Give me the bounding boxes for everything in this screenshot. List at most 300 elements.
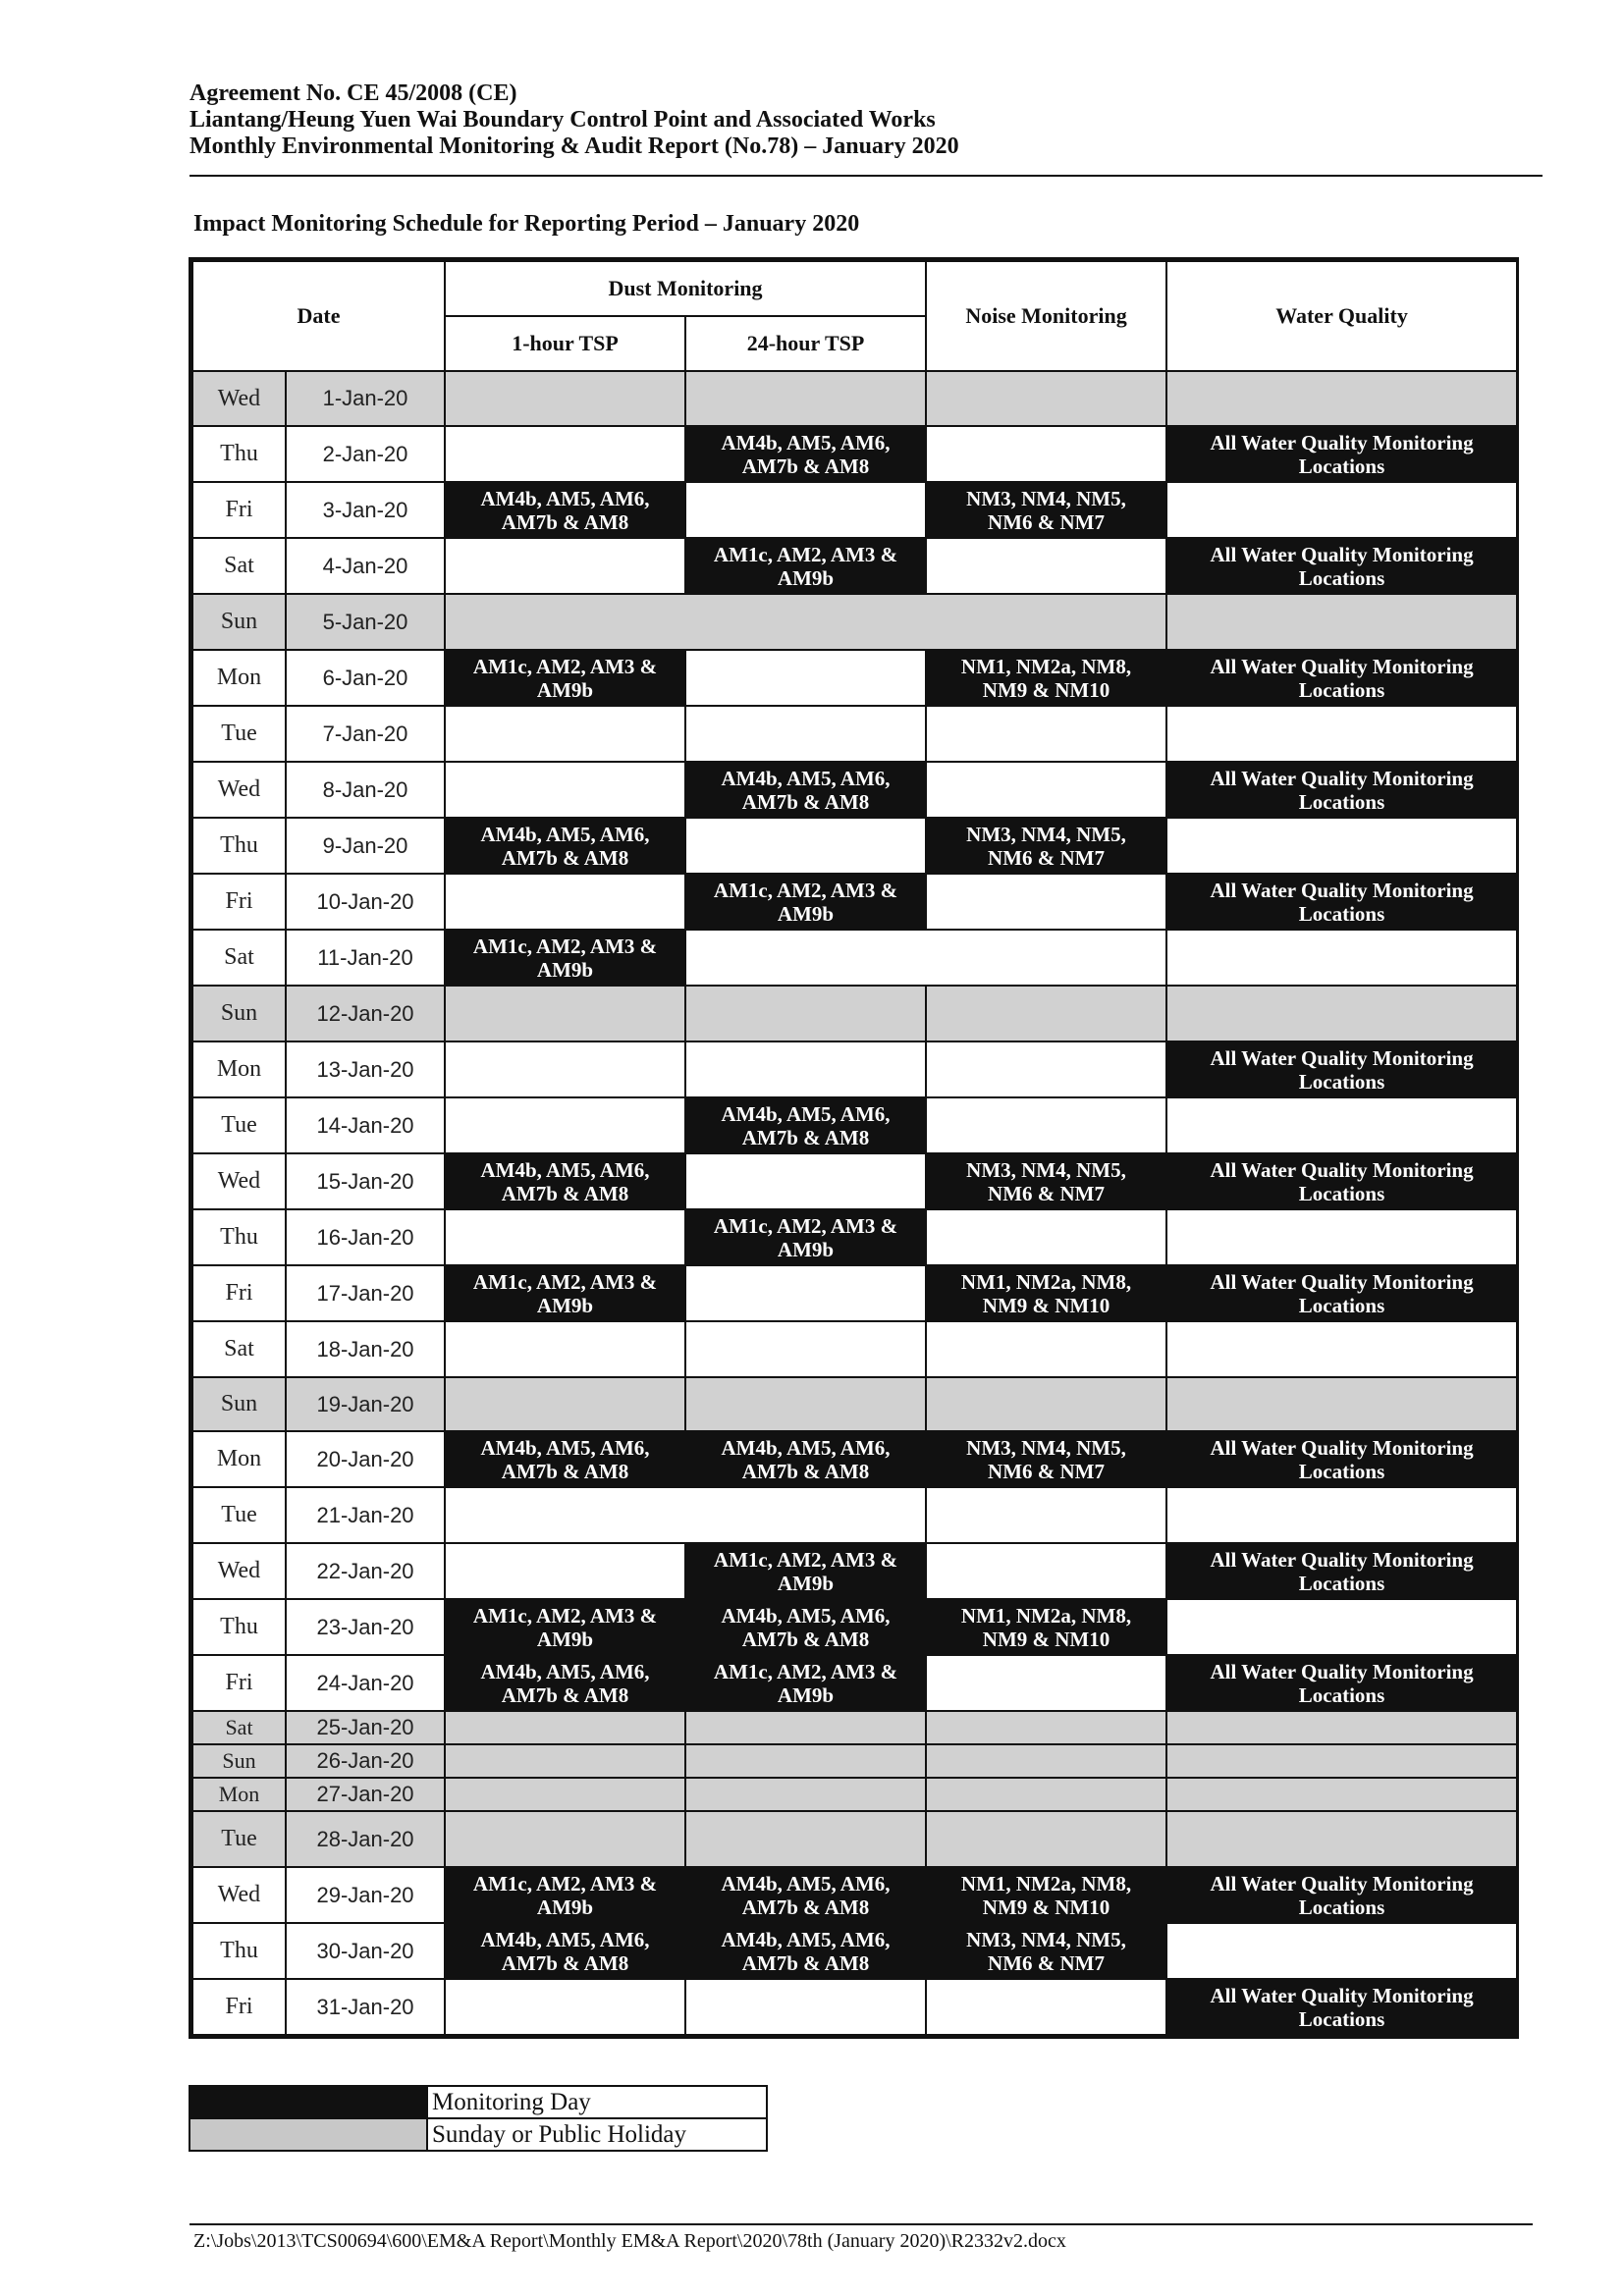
- monitoring-cell: [1166, 1265, 1517, 1321]
- monitoring-location-line: AM1c, AM2, AM3 &: [472, 934, 658, 958]
- monitoring-location-line: AM4b, AM5, AM6,: [721, 766, 891, 790]
- empty-cell: [926, 1655, 1166, 1711]
- monitoring-location-line: AM1c, AM2, AM3 &: [713, 542, 898, 566]
- monitoring-cell: [445, 1867, 685, 1923]
- weekday-cell: Sat: [192, 930, 286, 986]
- monitoring-cell: [685, 874, 926, 930]
- monitoring-location-line: AM7b & AM8: [741, 454, 870, 478]
- empty-cell: [1166, 1097, 1517, 1153]
- monitoring-cell: [1166, 874, 1517, 930]
- empty-cell: [926, 1979, 1166, 2035]
- monitoring-location-line: Locations: [1298, 1069, 1385, 1094]
- monitoring-cell: [926, 1599, 1166, 1655]
- empty-cell: [685, 706, 926, 762]
- weekday-cell: Fri: [192, 874, 286, 930]
- weekday-cell: Sun: [192, 1744, 286, 1778]
- monitoring-location-line: AM7b & AM8: [501, 509, 629, 534]
- monitoring-cell: [445, 1431, 685, 1487]
- monitoring-cell: [926, 650, 1166, 706]
- holiday-cell: [445, 1778, 685, 1811]
- date-cell: 22-Jan-20: [286, 1543, 445, 1599]
- weekday-cell: Mon: [192, 1431, 286, 1487]
- weekday-cell: Sun: [192, 594, 286, 650]
- weekday-cell: Wed: [192, 371, 286, 426]
- empty-cell: [926, 762, 1166, 818]
- monitoring-location-line: AM9b: [536, 1293, 594, 1317]
- monitoring-location-line: AM9b: [536, 1627, 594, 1651]
- schedule-table: [191, 260, 1518, 2036]
- monitoring-cell: [1166, 650, 1517, 706]
- date-cell: 18-Jan-20: [286, 1321, 445, 1377]
- holiday-cell: [1166, 986, 1517, 1041]
- table-row: [192, 1599, 1517, 1655]
- holiday-cell: [685, 986, 926, 1041]
- date-cell: 4-Jan-20: [286, 538, 445, 594]
- holiday-cell: [926, 986, 1166, 1041]
- weekday-cell: Thu: [192, 818, 286, 874]
- weekday-cell: Mon: [192, 1041, 286, 1097]
- weekday-cell: Tue: [192, 706, 286, 762]
- monitoring-location-line: NM9 & NM10: [982, 1627, 1110, 1651]
- weekday-cell: Sun: [192, 1377, 286, 1431]
- empty-cell: [445, 1487, 926, 1543]
- monitoring-location-line: NM3, NM4, NM5,: [966, 1157, 1126, 1182]
- date-cell: 2-Jan-20: [286, 426, 445, 482]
- holiday-cell: [445, 1711, 685, 1744]
- monitoring-cell: [1166, 1153, 1517, 1209]
- monitoring-location-line: NM1, NM2a, NM8,: [960, 1603, 1132, 1628]
- monitoring-location-line: All Water Quality Monitoring: [1210, 430, 1474, 454]
- holiday-cell: [926, 1711, 1166, 1744]
- date-cell: 31-Jan-20: [286, 1979, 445, 2035]
- weekday-cell: Tue: [192, 1487, 286, 1543]
- holiday-cell: [445, 1377, 685, 1431]
- monitoring-cell: [1166, 538, 1517, 594]
- monitoring-location-line: All Water Quality Monitoring: [1210, 1659, 1474, 1683]
- col-header-24hr-tsp: 24-hour TSP: [685, 316, 926, 371]
- empty-cell: [1166, 1209, 1517, 1265]
- date-cell: 6-Jan-20: [286, 650, 445, 706]
- monitoring-location-line: Locations: [1298, 1181, 1385, 1205]
- monitoring-location-line: Locations: [1298, 1571, 1385, 1595]
- monitoring-cell: [445, 1265, 685, 1321]
- date-cell: 16-Jan-20: [286, 1209, 445, 1265]
- holiday-cell: [685, 1811, 926, 1867]
- table-row: [192, 594, 1517, 650]
- empty-cell: [1166, 482, 1517, 538]
- monitoring-cell: [445, 1923, 685, 1979]
- monitoring-location-line: AM1c, AM2, AM3 &: [713, 1547, 898, 1572]
- table-row: [192, 1655, 1517, 1711]
- date-cell: 20-Jan-20: [286, 1431, 445, 1487]
- holiday-cell: [926, 1744, 1166, 1778]
- monitoring-location-line: AM7b & AM8: [501, 1950, 629, 1975]
- monitoring-cell: [445, 1599, 685, 1655]
- monitoring-location-line: NM9 & NM10: [982, 1895, 1110, 1919]
- agreement-number: Agreement No. CE 45/2008 (CE): [189, 80, 517, 106]
- monitoring-location-line: All Water Quality Monitoring: [1210, 1871, 1474, 1896]
- date-cell: 3-Jan-20: [286, 482, 445, 538]
- monitoring-location-line: AM9b: [777, 1237, 835, 1261]
- monitoring-location-line: All Water Quality Monitoring: [1210, 1435, 1474, 1460]
- empty-cell: [1166, 1599, 1517, 1655]
- monitoring-location-line: NM6 & NM7: [988, 1181, 1105, 1205]
- holiday-cell: [1166, 371, 1517, 426]
- monitoring-cell: [445, 930, 685, 986]
- holiday-cell: [445, 594, 1166, 650]
- date-cell: 25-Jan-20: [286, 1711, 445, 1744]
- weekday-cell: Thu: [192, 1923, 286, 1979]
- holiday-cell: [926, 371, 1166, 426]
- monitoring-cell: [926, 1923, 1166, 1979]
- holiday-cell: [1166, 594, 1517, 650]
- monitoring-location-line: AM4b, AM5, AM6,: [721, 1101, 891, 1126]
- weekday-cell: Sun: [192, 986, 286, 1041]
- monitoring-location-line: NM3, NM4, NM5,: [966, 1927, 1126, 1951]
- empty-cell: [685, 818, 926, 874]
- holiday-cell: [685, 371, 926, 426]
- monitoring-cell: [1166, 1041, 1517, 1097]
- monitoring-location-line: NM1, NM2a, NM8,: [960, 1871, 1132, 1896]
- monitoring-location-line: NM9 & NM10: [982, 1293, 1110, 1317]
- holiday-cell: [445, 986, 685, 1041]
- empty-cell: [685, 930, 1166, 986]
- legend-label-monitoring: Monitoring Day: [427, 2086, 767, 2118]
- footer-divider: [189, 2223, 1533, 2225]
- file-path-footer: Z:\Jobs\2013\TCS00694\600\EM&A Report\Monthly EM&A Report\2020\78th (January 2020)\R2332v2.docx: [193, 2230, 1066, 2252]
- monitoring-location-line: AM7b & AM8: [741, 1950, 870, 1975]
- table-row: [192, 1487, 1517, 1543]
- holiday-cell: [1166, 1377, 1517, 1431]
- empty-cell: [926, 706, 1166, 762]
- weekday-cell: Sat: [192, 1321, 286, 1377]
- empty-cell: [926, 1487, 1166, 1543]
- weekday-cell: Tue: [192, 1097, 286, 1153]
- header-divider: [189, 175, 1543, 177]
- monitoring-cell: [926, 1431, 1166, 1487]
- monitoring-location-line: Locations: [1298, 2006, 1385, 2031]
- holiday-cell: [445, 1811, 685, 1867]
- weekday-cell: Thu: [192, 1209, 286, 1265]
- monitoring-cell: [685, 1209, 926, 1265]
- monitoring-location-line: AM4b, AM5, AM6,: [480, 1435, 650, 1460]
- monitoring-location-line: AM4b, AM5, AM6,: [721, 1871, 891, 1896]
- table-row: [192, 426, 1517, 482]
- holiday-cell: [685, 1744, 926, 1778]
- monitoring-cell: [445, 482, 685, 538]
- table-row: [192, 1097, 1517, 1153]
- monitoring-location-line: AM4b, AM5, AM6,: [721, 1435, 891, 1460]
- date-cell: 23-Jan-20: [286, 1599, 445, 1655]
- monitoring-cell: [685, 1543, 926, 1599]
- table-row: [192, 1377, 1517, 1431]
- monitoring-location-line: All Water Quality Monitoring: [1210, 1547, 1474, 1572]
- table-row: [192, 1711, 1517, 1744]
- table-row: [192, 818, 1517, 874]
- monitoring-location-line: NM3, NM4, NM5,: [966, 822, 1126, 846]
- empty-cell: [926, 426, 1166, 482]
- date-cell: 10-Jan-20: [286, 874, 445, 930]
- empty-cell: [685, 1153, 926, 1209]
- empty-cell: [445, 1209, 685, 1265]
- monitoring-location-line: AM9b: [536, 677, 594, 702]
- monitoring-location-line: AM4b, AM5, AM6,: [721, 430, 891, 454]
- monitoring-location-line: AM4b, AM5, AM6,: [480, 486, 650, 510]
- monitoring-location-line: AM9b: [777, 1571, 835, 1595]
- table-row: [192, 1778, 1517, 1811]
- date-cell: 29-Jan-20: [286, 1867, 445, 1923]
- col-header-noise: Noise Monitoring: [926, 261, 1166, 371]
- table-row: [192, 538, 1517, 594]
- date-cell: 14-Jan-20: [286, 1097, 445, 1153]
- monitoring-cell: [926, 482, 1166, 538]
- monitoring-cell: [685, 1599, 926, 1655]
- legend-label-holiday: Sunday or Public Holiday: [427, 2118, 767, 2151]
- weekday-cell: Sat: [192, 538, 286, 594]
- weekday-cell: Tue: [192, 1811, 286, 1867]
- monitoring-cell: [685, 762, 926, 818]
- empty-cell: [445, 1097, 685, 1153]
- table-row: [192, 1321, 1517, 1377]
- date-cell: 24-Jan-20: [286, 1655, 445, 1711]
- col-header-dust: Dust Monitoring: [445, 261, 926, 316]
- project-title: Liantang/Heung Yuen Wai Boundary Control Point and Associated Works: [189, 107, 936, 133]
- monitoring-location-line: All Water Quality Monitoring: [1210, 654, 1474, 678]
- holiday-cell: [685, 1711, 926, 1744]
- holiday-cell: [685, 1377, 926, 1431]
- monitoring-location-line: AM1c, AM2, AM3 &: [472, 1269, 658, 1294]
- table-row: [192, 874, 1517, 930]
- monitoring-location-line: All Water Quality Monitoring: [1210, 1983, 1474, 2007]
- holiday-cell: [926, 1377, 1166, 1431]
- monitoring-location-line: Locations: [1298, 454, 1385, 478]
- monitoring-location-line: NM3, NM4, NM5,: [966, 1435, 1126, 1460]
- empty-cell: [445, 1543, 685, 1599]
- monitoring-location-line: All Water Quality Monitoring: [1210, 1269, 1474, 1294]
- monitoring-cell: [685, 1097, 926, 1153]
- monitoring-location-line: AM1c, AM2, AM3 &: [472, 1871, 658, 1896]
- empty-cell: [926, 874, 1166, 930]
- monitoring-location-line: NM6 & NM7: [988, 509, 1105, 534]
- monitoring-location-line: AM7b & AM8: [741, 1459, 870, 1483]
- empty-cell: [445, 538, 685, 594]
- date-cell: 11-Jan-20: [286, 930, 445, 986]
- monitoring-location-line: AM4b, AM5, AM6,: [480, 822, 650, 846]
- monitoring-location-line: AM7b & AM8: [501, 1181, 629, 1205]
- monitoring-location-line: All Water Quality Monitoring: [1210, 766, 1474, 790]
- monitoring-cell: [685, 1923, 926, 1979]
- empty-cell: [1166, 1321, 1517, 1377]
- monitoring-cell: [1166, 1431, 1517, 1487]
- monitoring-location-line: Locations: [1298, 901, 1385, 926]
- monitoring-cell: [926, 818, 1166, 874]
- monitoring-cell: [1166, 426, 1517, 482]
- table-row: [192, 1209, 1517, 1265]
- table-row: [192, 1867, 1517, 1923]
- monitoring-location-line: AM7b & AM8: [741, 1895, 870, 1919]
- monitoring-location-line: AM4b, AM5, AM6,: [480, 1157, 650, 1182]
- empty-cell: [685, 1979, 926, 2035]
- holiday-cell: [445, 1744, 685, 1778]
- monitoring-location-line: AM7b & AM8: [501, 845, 629, 870]
- table-row: [192, 1431, 1517, 1487]
- monitoring-cell: [1166, 1543, 1517, 1599]
- weekday-cell: Wed: [192, 762, 286, 818]
- monitoring-location-line: AM1c, AM2, AM3 &: [472, 654, 658, 678]
- table-row: [192, 1923, 1517, 1979]
- table-row: [192, 482, 1517, 538]
- date-cell: 13-Jan-20: [286, 1041, 445, 1097]
- table-row: [192, 1543, 1517, 1599]
- table-row: [192, 1265, 1517, 1321]
- monitoring-cell: [926, 1867, 1166, 1923]
- col-header-1hr-tsp: 1-hour TSP: [445, 316, 685, 371]
- monitoring-cell: [926, 1265, 1166, 1321]
- col-header-date: Date: [192, 261, 445, 371]
- monitoring-cell: [1166, 762, 1517, 818]
- table-row: [192, 986, 1517, 1041]
- weekday-cell: Thu: [192, 426, 286, 482]
- monitoring-location-line: NM3, NM4, NM5,: [966, 486, 1126, 510]
- monitoring-location-line: NM6 & NM7: [988, 845, 1105, 870]
- date-cell: 30-Jan-20: [286, 1923, 445, 1979]
- date-cell: 17-Jan-20: [286, 1265, 445, 1321]
- monitoring-location-line: All Water Quality Monitoring: [1210, 542, 1474, 566]
- empty-cell: [445, 874, 685, 930]
- report-title: Monthly Environmental Monitoring & Audit Report (No.78) – January 2020: [189, 133, 959, 159]
- table-title: Impact Monitoring Schedule for Reporting Period – January 2020: [193, 211, 860, 237]
- document-header: [189, 80, 1544, 160]
- monitoring-location-line: Locations: [1298, 1459, 1385, 1483]
- table-row: [192, 1041, 1517, 1097]
- empty-cell: [685, 1265, 926, 1321]
- monitoring-cell: [685, 1867, 926, 1923]
- monitoring-location-line: NM1, NM2a, NM8,: [960, 1269, 1132, 1294]
- weekday-cell: Wed: [192, 1543, 286, 1599]
- monitoring-location-line: AM4b, AM5, AM6,: [721, 1603, 891, 1628]
- date-cell: 8-Jan-20: [286, 762, 445, 818]
- empty-cell: [926, 1041, 1166, 1097]
- empty-cell: [926, 1543, 1166, 1599]
- empty-cell: [445, 1979, 685, 2035]
- empty-cell: [1166, 706, 1517, 762]
- monitoring-location-line: AM9b: [777, 1682, 835, 1707]
- holiday-cell: [1166, 1744, 1517, 1778]
- empty-cell: [445, 1321, 685, 1377]
- monitoring-location-line: NM6 & NM7: [988, 1950, 1105, 1975]
- monitoring-location-line: Locations: [1298, 677, 1385, 702]
- empty-cell: [445, 706, 685, 762]
- monitoring-location-line: All Water Quality Monitoring: [1210, 1045, 1474, 1070]
- monitoring-location-line: AM4b, AM5, AM6,: [480, 1927, 650, 1951]
- holiday-cell: [1166, 1811, 1517, 1867]
- date-cell: 27-Jan-20: [286, 1778, 445, 1811]
- empty-cell: [685, 1041, 926, 1097]
- monitoring-location-line: AM7b & AM8: [741, 789, 870, 814]
- empty-cell: [445, 762, 685, 818]
- monitoring-location-line: NM9 & NM10: [982, 677, 1110, 702]
- empty-cell: [1166, 1487, 1517, 1543]
- date-cell: 21-Jan-20: [286, 1487, 445, 1543]
- empty-cell: [1166, 1923, 1517, 1979]
- table-row: [192, 1811, 1517, 1867]
- monitoring-cell: [926, 1153, 1166, 1209]
- monitoring-cell: [445, 818, 685, 874]
- monitoring-location-line: All Water Quality Monitoring: [1210, 1157, 1474, 1182]
- monitoring-location-line: All Water Quality Monitoring: [1210, 878, 1474, 902]
- table-row: [192, 650, 1517, 706]
- monitoring-location-line: AM1c, AM2, AM3 &: [713, 1213, 898, 1238]
- date-cell: 9-Jan-20: [286, 818, 445, 874]
- monitoring-location-line: AM7b & AM8: [501, 1459, 629, 1483]
- weekday-cell: Fri: [192, 1655, 286, 1711]
- holiday-cell: [1166, 1711, 1517, 1744]
- date-cell: 26-Jan-20: [286, 1744, 445, 1778]
- monitoring-location-line: AM7b & AM8: [741, 1125, 870, 1149]
- empty-cell: [926, 1209, 1166, 1265]
- monitoring-cell: [445, 1153, 685, 1209]
- monitoring-location-line: AM4b, AM5, AM6,: [480, 1659, 650, 1683]
- monitoring-location-line: AM1c, AM2, AM3 &: [713, 878, 898, 902]
- weekday-cell: Thu: [192, 1599, 286, 1655]
- monitoring-cell: [1166, 1655, 1517, 1711]
- date-cell: 5-Jan-20: [286, 594, 445, 650]
- schedule-table-frame: [189, 257, 1519, 2039]
- monitoring-cell: [445, 650, 685, 706]
- table-row: [192, 1744, 1517, 1778]
- table-row: [192, 706, 1517, 762]
- empty-cell: [685, 482, 926, 538]
- monitoring-location-line: AM4b, AM5, AM6,: [721, 1927, 891, 1951]
- empty-cell: [1166, 930, 1517, 986]
- monitoring-cell: [445, 1655, 685, 1711]
- monitoring-location-line: AM9b: [536, 957, 594, 982]
- empty-cell: [926, 1321, 1166, 1377]
- holiday-cell: [685, 1778, 926, 1811]
- weekday-cell: Wed: [192, 1153, 286, 1209]
- holiday-cell: [926, 1811, 1166, 1867]
- monitoring-location-line: AM7b & AM8: [501, 1682, 629, 1707]
- empty-cell: [685, 650, 926, 706]
- date-cell: 1-Jan-20: [286, 371, 445, 426]
- weekday-cell: Fri: [192, 482, 286, 538]
- legend-swatch-holiday: [189, 2118, 427, 2151]
- date-cell: 7-Jan-20: [286, 706, 445, 762]
- monitoring-location-line: AM9b: [777, 901, 835, 926]
- date-cell: 12-Jan-20: [286, 986, 445, 1041]
- date-cell: 19-Jan-20: [286, 1377, 445, 1431]
- legend-swatch-monitoring: [189, 2086, 427, 2118]
- monitoring-location-line: Locations: [1298, 789, 1385, 814]
- monitoring-cell: [685, 538, 926, 594]
- weekday-cell: Fri: [192, 1979, 286, 2035]
- weekday-cell: Mon: [192, 1778, 286, 1811]
- schedule-body: [192, 371, 1517, 2035]
- monitoring-location-line: NM1, NM2a, NM8,: [960, 654, 1132, 678]
- holiday-cell: [445, 371, 685, 426]
- monitoring-cell: [685, 1431, 926, 1487]
- monitoring-location-line: Locations: [1298, 565, 1385, 590]
- monitoring-location-line: NM6 & NM7: [988, 1459, 1105, 1483]
- monitoring-location-line: AM1c, AM2, AM3 &: [713, 1659, 898, 1683]
- date-cell: 28-Jan-20: [286, 1811, 445, 1867]
- table-row: [192, 1153, 1517, 1209]
- table-row: [192, 371, 1517, 426]
- monitoring-cell: [685, 426, 926, 482]
- empty-cell: [445, 1041, 685, 1097]
- holiday-cell: [1166, 1778, 1517, 1811]
- weekday-cell: Wed: [192, 1867, 286, 1923]
